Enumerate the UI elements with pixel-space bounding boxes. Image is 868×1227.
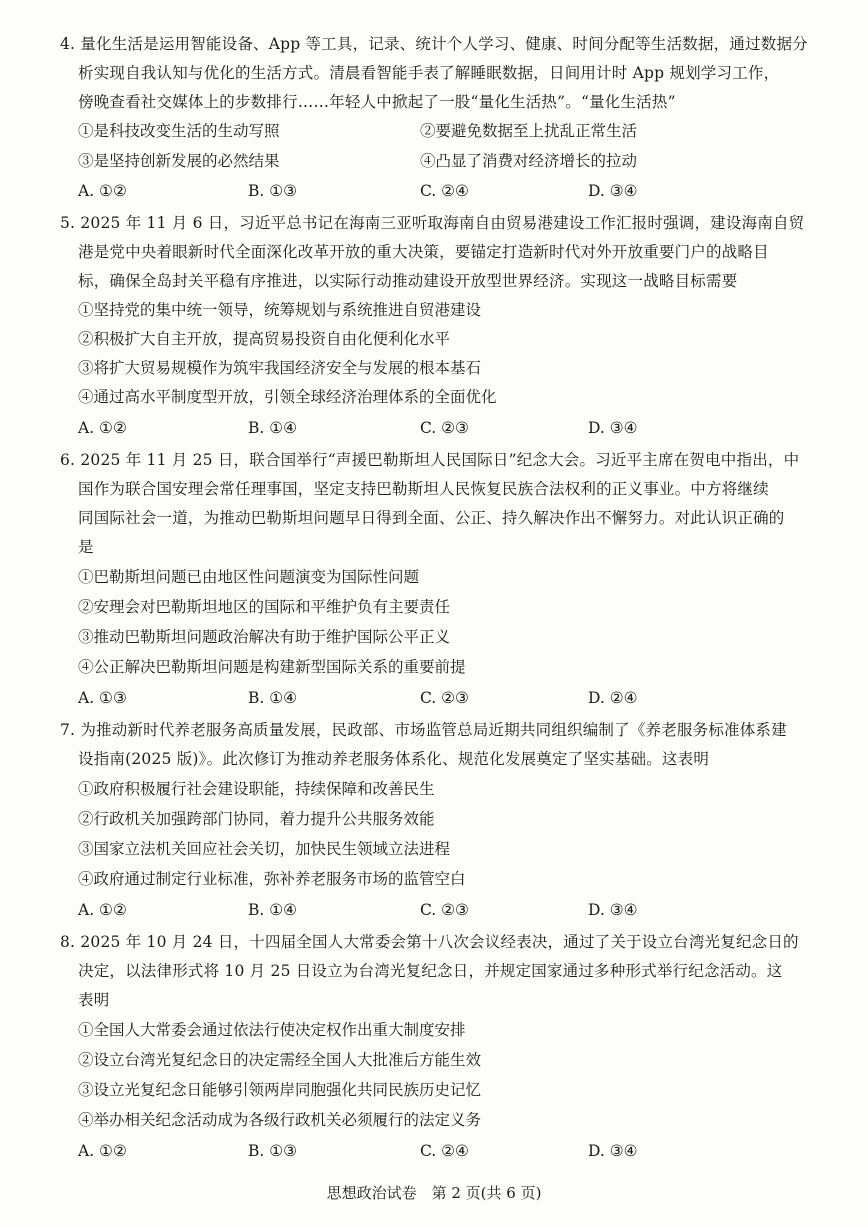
q6-stem-line-2: 国作为联合国安理会常任理事国，坚定支持巴勒斯坦人民恢复民族合法权利的正义事业。中方将继续 — [78, 480, 769, 498]
q4-choice-c: C. ②④ — [420, 182, 469, 200]
q6-stem-line-3: 同国际社会一道，为推动巴勒斯坦问题早日得到全面、公正、持久解决作出不懈努力。对此认识正确的 — [78, 509, 785, 527]
q5-statement-3: ③将扩大贸易规模作为筑牢我国经济安全与发展的根本基石 — [78, 359, 482, 377]
q8-choice-d: D. ③④ — [588, 1142, 638, 1160]
q8-stem-line-2: 决定，以法律形式将 10 月 25 日设立为台湾光复纪念日，并规定国家通过多种形式举行纪念活动。这 — [78, 962, 783, 980]
q6-statement-4: ④公正解决巴勒斯坦问题是构建新型国际关系的重要前提 — [78, 658, 466, 676]
q6-choice-b: B. ①④ — [248, 689, 298, 707]
q6-choice-c: C. ②③ — [420, 689, 469, 707]
q5-statement-2: ②积极扩大自主开放，提高贸易投资自由化便利化水平 — [78, 330, 451, 348]
q5-stem-line-2: 港是党中央着眼新时代全面深化改革开放的重大决策，要锚定打造新时代对外开放重要门户的战略目 — [78, 243, 769, 261]
q8-stem-line-1: 8. 2025 年 10 月 24 日，十四届全国人大常委会第十八次会议经表决，通过了关于设立台湾光复纪念日的 — [60, 933, 799, 951]
q8-statement-2: ②设立台湾光复纪念日的决定需经全国人大批准后方能生效 — [78, 1051, 482, 1069]
q4-statement-2: ②要避免数据至上扰乱正常生活 — [420, 122, 638, 140]
q4-choice-d: D. ③④ — [588, 182, 638, 200]
q5-choice-c: C. ②③ — [420, 419, 469, 437]
q6-statement-3: ③推动巴勒斯坦问题政治解决有助于维护国际公平正义 — [78, 628, 451, 646]
q7-stem-line-2: 设指南(2025 版)》。此次修订为推动养老服务体系化、规范化发展奠定了坚实基础。这表明 — [78, 750, 710, 768]
page-footer: 思想政治试卷 第 2 页(共 6 页) — [326, 1184, 542, 1202]
q6-statement-1: ①巴勒斯坦问题已由地区性问题演变为国际性问题 — [78, 568, 420, 586]
q4-statement-4: ④凸显了消费对经济增长的拉动 — [420, 152, 638, 170]
q5-statement-1: ①坚持党的集中统一领导，统筹规划与系统推进自贸港建设 — [78, 301, 482, 319]
q5-choice-a: A. ①② — [78, 419, 127, 437]
q6-stem-line-4: 是 — [78, 538, 94, 556]
q6-statement-2: ②安理会对巴勒斯坦地区的国际和平维护负有主要责任 — [78, 598, 451, 616]
q4-stem-line-3: 傍晚查看社交媒体上的步数排行……年轻人中掀起了一股“量化生活热”。“量化生活热” — [78, 93, 676, 111]
q4-stem-line-2: 析实现自我认知与优化的生活方式。清晨看智能手表了解睡眠数据，日间用计时 App 规划学习工作， — [78, 64, 780, 82]
q8-choice-b: B. ①③ — [248, 1142, 298, 1160]
q7-statement-2: ②行政机关加强跨部门协同，着力提升公共服务效能 — [78, 810, 435, 828]
q7-choice-d: D. ③④ — [588, 901, 638, 919]
q4-stem-line-1: 4. 量化生活是运用智能设备、App 等工具，记录、统计个人学习、健康、时间分配等生活数据，通过数据分 — [60, 35, 808, 53]
q5-statement-4: ④通过高水平制度型开放，引领全球经济治理体系的全面优化 — [78, 388, 497, 406]
q4-choice-a: A. ①② — [78, 182, 127, 200]
q5-choice-b: B. ①④ — [248, 419, 298, 437]
q7-choice-a: A. ①② — [78, 901, 127, 919]
q7-choice-b: B. ①④ — [248, 901, 298, 919]
q7-statement-1: ①政府积极履行社会建设职能，持续保障和改善民生 — [78, 780, 435, 798]
q5-stem-line-3: 标，确保全岛封关平稳有序推进，以实际行动推动建设开放型世界经济。实现这一战略目标需要 — [78, 272, 738, 290]
q4-statement-3: ③是坚持创新发展的必然结果 — [78, 152, 280, 170]
q6-choice-d: D. ②④ — [588, 689, 638, 707]
q5-choice-d: D. ③④ — [588, 419, 638, 437]
q7-choice-c: C. ②③ — [420, 901, 469, 919]
q8-choice-c: C. ②④ — [420, 1142, 469, 1160]
q8-stem-line-3: 表明 — [78, 991, 110, 1009]
q6-choice-a: A. ①③ — [78, 689, 127, 707]
q7-stem-line-1: 7. 为推动新时代养老服务高质量发展，民政部、市场监管总局近期共同组织编制了《养老服务标准体系建 — [60, 721, 787, 739]
q4-statement-1: ①是科技改变生活的生动写照 — [78, 122, 280, 140]
q5-stem-line-1: 5. 2025 年 11 月 6 日，习近平总书记在海南三亚听取海南自由贸易港建设工作汇报时强调，建设海南自贸 — [60, 214, 805, 232]
q7-statement-4: ④政府通过制定行业标准，弥补养老服务市场的监管空白 — [78, 870, 466, 888]
q8-statement-1: ①全国人大常委会通过依法行使决定权作出重大制度安排 — [78, 1021, 466, 1039]
q4-choice-b: B. ①③ — [248, 182, 298, 200]
q8-statement-3: ③设立光复纪念日能够引领两岸同胞强化共同民族历史记忆 — [78, 1081, 482, 1099]
q6-stem-line-1: 6. 2025 年 11 月 25 日，联合国举行“声援巴勒斯坦人民国际日”纪念大会。习近平主席在贺电中指出，中 — [60, 451, 800, 469]
q7-statement-3: ③国家立法机关回应社会关切，加快民生领域立法进程 — [78, 840, 451, 858]
q8-statement-4: ④举办相关纪念活动成为各级行政机关必须履行的法定义务 — [78, 1111, 482, 1129]
q8-choice-a: A. ①② — [78, 1142, 127, 1160]
